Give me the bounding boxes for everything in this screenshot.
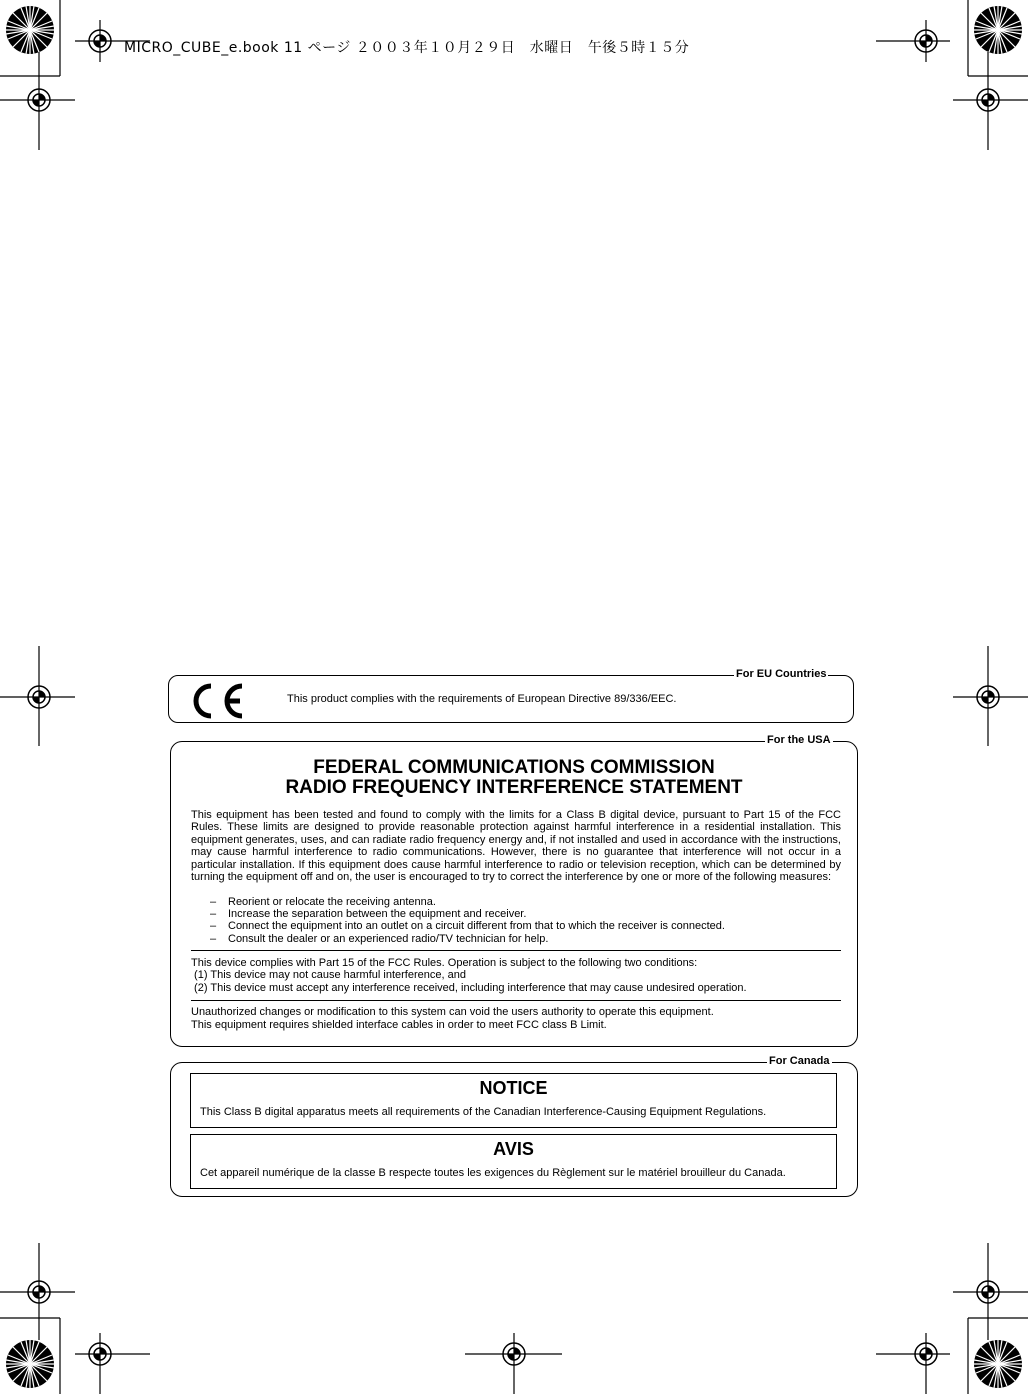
part15-condition: (1) This device may not cause harmful interference, and <box>191 969 466 981</box>
unauthorized-changes-line: Unauthorized changes or modification to this system can void the users authority to operate this equipment. <box>191 1006 714 1018</box>
shielded-cables-line: This equipment requires shielded interface cables in order to meet FCC class B Limit. <box>191 1019 607 1031</box>
bullet-dash: – <box>210 920 217 932</box>
divider <box>191 950 841 951</box>
part15-line: This device complies with Part 15 of the FCC Rules. Operation is subject to the following two conditions: <box>191 957 698 969</box>
usa-section-label: For the USA <box>767 734 831 746</box>
fcc-measure-item: – Consult the dealer or an experienced radio/TV technician for help. <box>210 933 549 945</box>
bullet-dash: – <box>210 933 217 945</box>
canada-compliance-box <box>170 1062 858 1197</box>
avis-text: Cet appareil numérique de la classe B respecte toutes les exigences du Règlement sur le matériel brouilleur du Canada. <box>200 1167 786 1179</box>
fcc-intro-paragraph: This equipment has been tested and found to comply with the limits for a Class B digital device, pursuant to Part 15 of the FCC Rules. These limits are designed to provide reasonable protection against harmful interference in a residential installation. This equipment generates, uses, and can radiate radio frequency energy and, if not installed and used in accordance with the instructions, may cause harmful interference to radio communications. However, there is no guarantee that interference will not occur in a particular installation. If this equipment does cause harmful interference to radio or television reception, which can be determined by turning the equipment off and on, the user is encouraged to try to correct the interference by one or more of the following measures: <box>191 809 841 884</box>
eu-compliance-box <box>168 675 854 723</box>
fcc-measure-item: – Connect the equipment into an outlet on a circuit different from that to which the receiver is connected. <box>210 920 725 932</box>
notice-text: This Class B digital apparatus meets all requirements of the Canadian Interference-Causing Equipment Regulations. <box>200 1106 767 1118</box>
eu-section-label: For EU Countries <box>736 668 827 680</box>
fcc-measure-item: – Increase the separation between the equipment and receiver. <box>210 908 527 920</box>
part15-condition: (2) This device must accept any interference received, including interference that may cause undesired operation. <box>191 982 747 994</box>
ce-mark-icon <box>187 680 247 722</box>
fcc-title-line2: RADIO FREQUENCY INTERFERENCE STATEMENT <box>285 777 743 798</box>
bullet-dash: – <box>210 908 217 920</box>
fcc-measure-item: – Reorient or relocate the receiving antenna. <box>210 896 436 908</box>
notice-box <box>190 1073 837 1128</box>
notice-title: NOTICE <box>479 1078 548 1098</box>
bullet-dash: – <box>210 896 217 908</box>
fcc-statement-box <box>170 741 858 1047</box>
canada-section-label: For Canada <box>769 1055 830 1067</box>
divider <box>191 1000 841 1001</box>
fcc-title-line1: FEDERAL COMMUNICATIONS COMMISSION <box>313 757 715 778</box>
avis-box <box>190 1134 837 1189</box>
eu-directive-text: This product complies with the requirements of European Directive 89/336/EEC. <box>287 693 677 705</box>
print-file-info: MICRO_CUBE_e.book 11 ページ ２００３年１０月２９日 水曜日 午後５時１５分 <box>124 40 690 56</box>
avis-title: AVIS <box>493 1139 534 1159</box>
